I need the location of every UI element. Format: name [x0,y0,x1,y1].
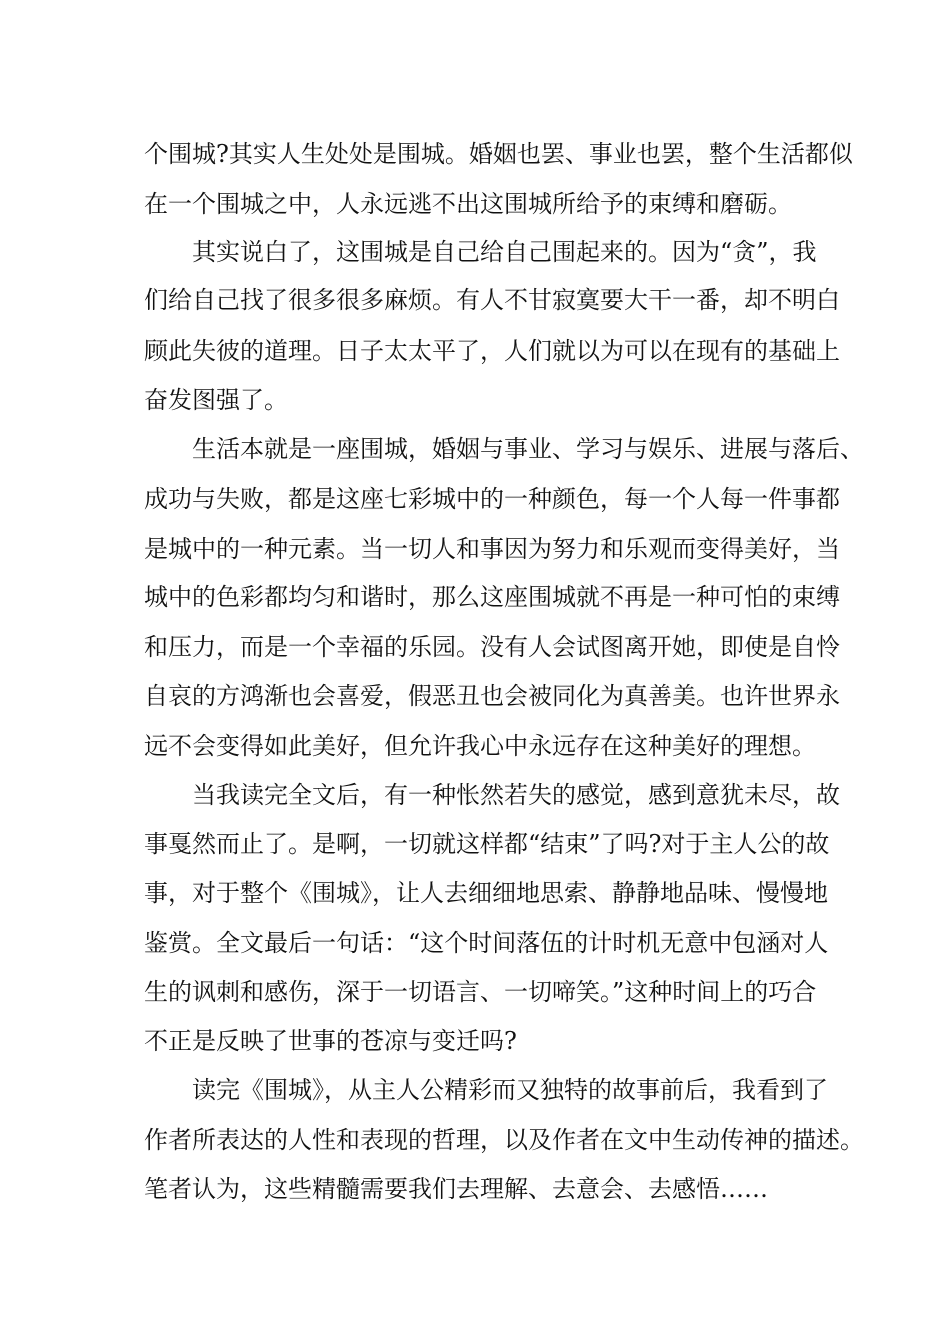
text-line: 事，对于整个《围城》，让人去细细地思索、静静地品味、慢慢地 [144,879,828,907]
paragraph-first-line: 读完《围城》，从主人公精彩而又独特的故事前后，我看到了 [192,1076,828,1104]
text-line: 不正是反映了世事的苍凉与变迁吗? [144,1027,517,1055]
text-line: 城中的色彩都均匀和谐时，那么这座围城就不再是一种可怕的束缚 [144,583,840,611]
text-line: 作者所表达的人性和表现的哲理，以及作者在文中生动传神的描述。 [144,1126,864,1154]
text-line: 顾此失彼的道理。日子太太平了，人们就以为可以在现有的基础上 [144,337,840,365]
text-line: 在一个围城之中，人永远逃不出这围城所给予的束缚和磨砺。 [144,190,792,218]
text-line: 奋发图强了。 [144,386,288,414]
text-line: 事戛然而止了。是啊，一切就这样都“结束”了吗?对于主人公的故 [144,830,830,858]
text-line: 是城中的一种元素。当一切人和事因为努力和乐观而变得美好，当 [144,535,840,563]
text-line: 和压力，而是一个幸福的乐园。没有人会试图离开她，即使是自怜 [144,633,840,661]
text-line: 生的讽刺和感伤，深于一切语言、一切啼笑。”这种时间上的巧合 [144,978,817,1006]
text-line: 笔者认为，这些精髓需要我们去理解、去意会、去感悟…… [144,1175,768,1203]
paragraph-first-line: 生活本就是一座围城，婚姻与事业、学习与娱乐、进展与落后、 [192,435,864,463]
text-line: 们给自己找了很多很多麻烦。有人不甘寂寞要大干一番，却不明白 [144,286,840,314]
text-line: 远不会变得如此美好，但允许我心中永远存在这种美好的理想。 [144,732,816,760]
text-line: 成功与失败，都是这座七彩城中的一种颜色，每一个人每一件事都 [144,485,840,513]
paragraph-first-line: 当我读完全文后，有一种怅然若失的感觉，感到意犹未尽，故 [192,781,840,809]
paragraph-first-line: 其实说白了，这围城是自己给自己围起来的。因为“贪”，我 [192,238,817,266]
text-line: 自哀的方鸿渐也会喜爱，假恶丑也会被同化为真善美。也许世界永 [144,682,840,710]
text-line: 个围城?其实人生处处是围城。婚姻也罢、事业也罢，整个生活都似 [144,140,853,168]
text-line: 鉴赏。全文最后一句话：“这个时间落伍的计时机无意中包涵对人 [144,929,829,957]
